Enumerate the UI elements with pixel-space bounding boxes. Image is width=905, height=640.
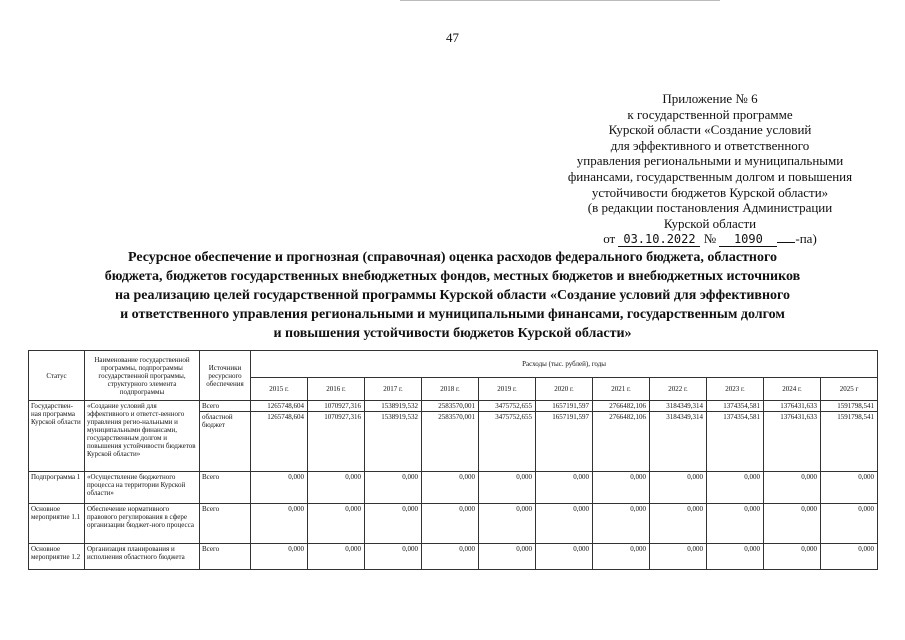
value-cell: 2583570,001: [422, 401, 479, 412]
value-cell: 0,000: [251, 472, 308, 504]
value-cell: 0,000: [650, 544, 707, 570]
value-cell: 1538919,532: [365, 401, 422, 412]
row-source: областной бюджет: [200, 412, 251, 472]
row-source: Всего: [200, 401, 251, 412]
value-cell: 0,000: [821, 544, 878, 570]
year-header: 2016 г.: [308, 378, 365, 401]
value-cell: 0,000: [308, 472, 365, 504]
value-cell: 0,000: [479, 544, 536, 570]
appendix-date-line: [560, 231, 860, 247]
value-cell: 1376431,633: [764, 412, 821, 472]
page-number: 47: [446, 30, 459, 45]
appendix-line: Приложение № 6: [662, 91, 758, 106]
value-cell: 0,000: [821, 472, 878, 504]
year-header: 2020 г.: [536, 378, 593, 401]
value-cell: 1374354,581: [707, 401, 764, 412]
table-row: [29, 544, 878, 570]
year-header: 2025 г: [821, 378, 878, 401]
row-status: Подпрограмма 1: [29, 472, 85, 504]
value-cell: 2766482,106: [593, 401, 650, 412]
header-name: Наименование государственной программы, подпрограммы государственной программы, структурного элемента подпрограммы: [85, 351, 200, 401]
value-cell: 0,000: [821, 504, 878, 544]
heading-line: Ресурсное обеспечение и прогнозная (справочная) оценка расходов федерального бюджета, областного: [127, 250, 777, 265]
appendix-line: Курской области «Создание условий: [608, 122, 812, 138]
row-name: Организация планирования и исполнения областного бюджета: [85, 544, 200, 570]
value-cell: 2583570,001: [422, 412, 479, 472]
value-cell: 0,000: [707, 544, 764, 570]
row-name: Обеспечение нормативного правового регулирования в сфере организации бюджет-ного процесса: [85, 504, 200, 544]
value-cell: 1070927,316: [308, 401, 365, 412]
value-cell: 1657191,597: [536, 412, 593, 472]
appendix-line: устойчивости бюджетов Курской области»: [591, 184, 829, 200]
year-header: 2023 г.: [707, 378, 764, 401]
year-header: 2021 г.: [593, 378, 650, 401]
value-cell: 0,000: [479, 472, 536, 504]
table-header-row: [29, 351, 878, 378]
date-prefix: от: [603, 231, 616, 247]
year-header: 2017 г.: [365, 378, 422, 401]
value-cell: 0,000: [536, 544, 593, 570]
row-source: Всего: [200, 544, 251, 570]
value-cell: 0,000: [650, 504, 707, 544]
value-cell: 0,000: [707, 504, 764, 544]
value-cell: 3184349,314: [650, 412, 707, 472]
value-cell: 0,000: [422, 472, 479, 504]
value-cell: 0,000: [593, 472, 650, 504]
appendix-line: Курской области: [663, 215, 757, 231]
number-suffix: -па): [795, 231, 817, 247]
row-source: Всего: [200, 472, 251, 504]
value-cell: 3475752,655: [479, 412, 536, 472]
top-edge-line: [400, 0, 720, 1]
appendix-line: финансами, государственным долгом и повышения: [567, 168, 853, 184]
header-expenses: Расходы (тыс. рублей), годы: [251, 351, 878, 378]
row-status: Государствен-ная программа Курской области: [29, 401, 85, 472]
heading-line: бюджета, бюджетов государственных внебюджетных фондов, местных бюджетов и внебюджетных источников: [104, 269, 801, 284]
number-label: №: [703, 231, 717, 247]
value-cell: 1265748,604: [251, 412, 308, 472]
row-name: «Осуществление бюджетного процесса на территории Курской области»: [85, 472, 200, 504]
value-cell: 0,000: [536, 472, 593, 504]
year-header: 2018 г.: [422, 378, 479, 401]
value-cell: 0,000: [365, 504, 422, 544]
year-header: 2024 г.: [764, 378, 821, 401]
value-cell: 1657191,597: [536, 401, 593, 412]
row-status: Основное мероприятие 1.2: [29, 544, 85, 570]
appendix-line: к государственной программе: [627, 106, 793, 122]
header-source: Источники ресурсного обеспечения: [200, 351, 251, 401]
value-cell: 0,000: [422, 544, 479, 570]
appendix-block: [560, 91, 860, 247]
value-cell: 1591798,541: [821, 412, 878, 472]
value-cell: 1070927,316: [308, 412, 365, 472]
value-cell: 0,000: [593, 504, 650, 544]
value-cell: 0,000: [650, 472, 707, 504]
heading-line: и повышения устойчивости бюджетов Курской области»: [273, 326, 632, 341]
table-row: [29, 472, 878, 504]
value-cell: 1374354,581: [707, 412, 764, 472]
value-cell: 0,000: [764, 504, 821, 544]
value-cell: 0,000: [764, 472, 821, 504]
budget-table: [28, 350, 878, 570]
value-cell: 0,000: [593, 544, 650, 570]
table-row: [29, 504, 878, 544]
value-cell: 0,000: [536, 504, 593, 544]
appendix-line: управления региональными и муниципальными: [576, 153, 844, 169]
heading-line: на реализацию целей государственной программы Курской области «Создание условий для эффективного: [114, 288, 791, 303]
value-cell: 0,000: [764, 544, 821, 570]
value-cell: 1591798,541: [821, 401, 878, 412]
value-cell: 0,000: [308, 544, 365, 570]
value-cell: 0,000: [422, 504, 479, 544]
row-status: Основное мероприятие 1.1: [29, 504, 85, 544]
value-cell: 0,000: [365, 544, 422, 570]
value-cell: 0,000: [707, 472, 764, 504]
value-cell: 1376431,633: [764, 401, 821, 412]
number-blank: [777, 242, 795, 243]
value-cell: 0,000: [308, 504, 365, 544]
number-value: 1090: [719, 233, 777, 247]
row-name: «Создание условий для эффективного и ответст-венного управления регио-нальными и муниципальными финансами, государственным долгом и повышения устойчивости бюджетов Курской области»: [85, 401, 200, 472]
value-cell: 3184349,314: [650, 401, 707, 412]
row-source: Всего: [200, 504, 251, 544]
table-row: [29, 401, 878, 412]
appendix-line: для эффективного и ответственного: [610, 137, 810, 153]
value-cell: 1265748,604: [251, 401, 308, 412]
appendix-line: (в редакции постановления Администрации: [587, 200, 833, 216]
header-status: Статус: [29, 351, 85, 401]
value-cell: 0,000: [251, 544, 308, 570]
date-value: 03.10.2022: [618, 233, 700, 247]
document-heading: [40, 248, 865, 343]
value-cell: 2766482,106: [593, 412, 650, 472]
value-cell: 1538919,532: [365, 412, 422, 472]
value-cell: 0,000: [479, 504, 536, 544]
heading-line: и ответственного управления региональными и муниципальными финансами, государственным долгом: [120, 307, 785, 322]
value-cell: 0,000: [251, 504, 308, 544]
year-header: 2022 г.: [650, 378, 707, 401]
year-header: 2015 г.: [251, 378, 308, 401]
value-cell: 0,000: [365, 472, 422, 504]
year-header: 2019 г.: [479, 378, 536, 401]
value-cell: 3475752,655: [479, 401, 536, 412]
